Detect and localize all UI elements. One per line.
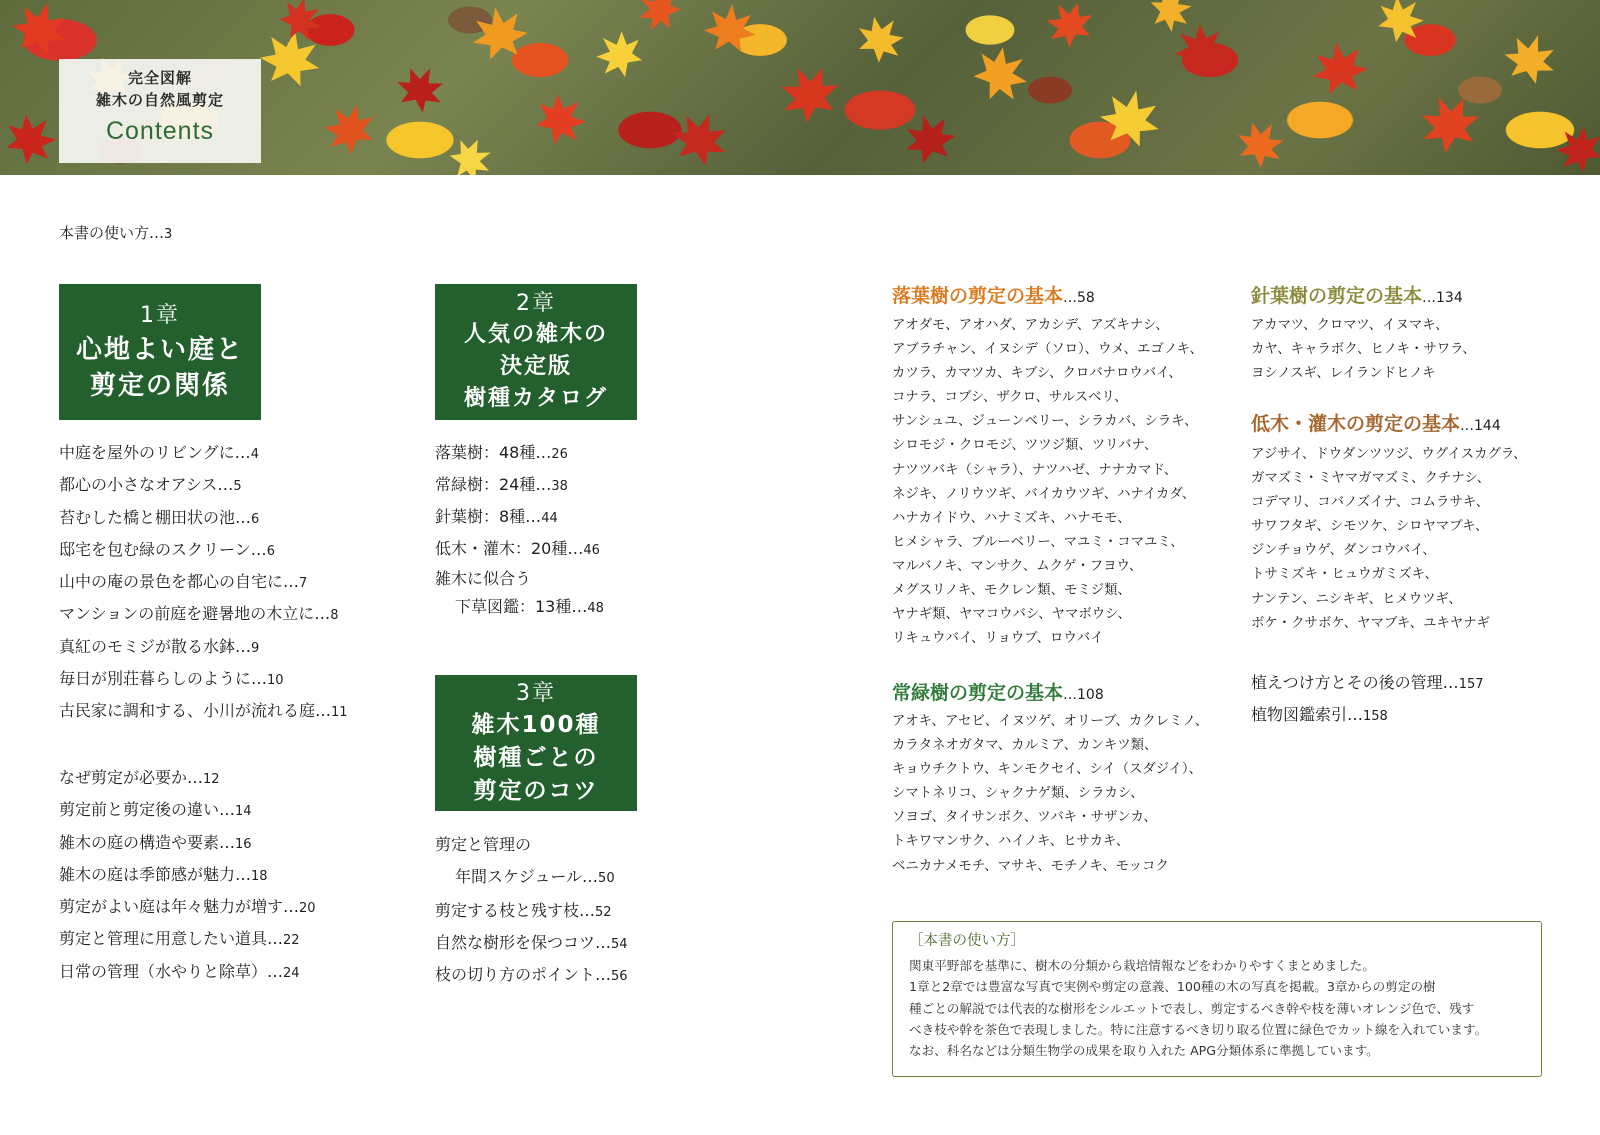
toc-entry-label: 真紅のモミジが散る水鉢… xyxy=(59,636,252,656)
species-line: ヤナギ類、ヤマコウバシ、ヤマボウシ、 xyxy=(892,607,1131,623)
conifer-title: 針葉樹の剪定の基本 xyxy=(1251,285,1423,307)
chapter-3-title-line1: 雑木100種 xyxy=(471,711,601,738)
toc-entry-label: 都心の小さなオアシス… xyxy=(59,475,234,495)
toc-entry-label: 剪定がよい庭は年々魅力が増す… xyxy=(59,897,300,917)
toc-entry[interactable] xyxy=(59,534,348,566)
toc-entry-page: 9 xyxy=(251,640,260,656)
toc-entry[interactable] xyxy=(59,923,316,955)
chapter-1-list-b xyxy=(59,762,316,988)
toc-entry-label-line2 xyxy=(435,593,604,623)
chapter-2-list xyxy=(435,437,604,623)
toc-entry[interactable] xyxy=(435,533,604,565)
evergreen-page: 108 xyxy=(1077,687,1104,703)
toc-entry-label: 毎日が別荘暮らしのように… xyxy=(59,669,268,689)
intro-entry[interactable] xyxy=(59,222,172,243)
toc-entry-label: 剪定前と剪定後の違い… xyxy=(59,800,236,820)
species-line: トサミズキ・ヒュウガミズキ、 xyxy=(1251,567,1438,583)
toc-entry-label: 自然な樹形を保つコツ… xyxy=(435,933,612,952)
toc-entry-page: 8 xyxy=(330,608,339,624)
chapter-1-list-a xyxy=(59,437,348,728)
deciduous-separator: … xyxy=(1063,290,1078,306)
toc-entry-label: 剪定と管理に用意したい道具… xyxy=(59,929,284,949)
chapter-3-box[interactable] xyxy=(435,675,637,811)
species-line: メグスリノキ、モクレン類、モミジ類、 xyxy=(892,583,1131,599)
toc-entry-label: マンションの前庭を避暑地の木立に… xyxy=(59,604,331,624)
toc-entry[interactable] xyxy=(59,566,348,598)
chapter-3-title-line2: 樹種ごとの xyxy=(473,744,599,771)
toc-entry-page: 26 xyxy=(551,447,568,462)
toc-entry-label: 常緑樹：24種… xyxy=(435,475,552,494)
toc-entry[interactable] xyxy=(59,631,348,663)
toc-entry-label: 落葉樹：48種… xyxy=(435,443,552,462)
intro-label: 本書の使い方… xyxy=(59,224,165,242)
intro-page: 3 xyxy=(164,227,173,242)
deciduous-title: 落葉樹の剪定の基本 xyxy=(892,285,1064,307)
toc-entry[interactable] xyxy=(59,762,316,794)
toc-entry-label: 剪定する枝と残す枝… xyxy=(435,901,596,920)
toc-entry-label: なぜ剪定が必要か… xyxy=(59,768,204,787)
toc-entry-multiline[interactable] xyxy=(435,829,628,895)
toc-entry-label: 古民家に調和する、小川が流れる庭… xyxy=(59,701,332,721)
note-line: べき枝や幹を茶色で表現しました。特に注意するべき切り取る位置に緑色でカット線を入れています。 xyxy=(909,1021,1488,1037)
note-line: 種ごとの解説では代表的な樹形をシルエットで表し、剪定するべき幹や枝を薄いオレンジ色で、残す xyxy=(909,1000,1475,1016)
toc-entry-page: 16 xyxy=(235,836,252,852)
deciduous-section-heading[interactable] xyxy=(892,281,1095,308)
contents-heading: Contents xyxy=(105,117,215,145)
toc-entry-page: 50 xyxy=(598,871,615,886)
toc-entry[interactable] xyxy=(59,598,348,630)
toc-entry-label: 年間スケジュール… xyxy=(455,867,599,886)
species-line: トキワマンサク、ハイノキ、ヒサカキ、 xyxy=(892,834,1130,850)
toc-entry-page: 6 xyxy=(266,543,275,559)
toc-entry-page: 54 xyxy=(611,937,628,952)
note-body xyxy=(909,955,1525,1061)
chapter-3-number: 3章 xyxy=(516,680,556,706)
shrub-page: 144 xyxy=(1474,418,1501,434)
how-to-use-note xyxy=(892,921,1542,1077)
toc-entry-label-line2 xyxy=(435,861,628,895)
species-line: カラタネオガタマ、カルミア、カンキツ類、 xyxy=(892,738,1158,754)
toc-entry[interactable] xyxy=(435,895,628,927)
chapter-2-title-line2: 決定版 xyxy=(499,354,572,379)
toc-entry-page: 24 xyxy=(283,965,300,981)
toc-entry-page: 7 xyxy=(299,576,308,592)
chapter-3-title-line3: 剪定のコツ xyxy=(473,777,599,804)
species-line: シマトネリコ、シャクナゲ類、シラカシ、 xyxy=(892,786,1144,802)
shrub-separator: … xyxy=(1460,418,1475,434)
toc-entry[interactable] xyxy=(59,695,348,727)
species-line: アジサイ、ドウダンツツジ、ウグイスカグラ、 xyxy=(1251,447,1527,462)
species-line: カヤ、キャラボク、ヒノキ・サワラ、 xyxy=(1251,342,1476,358)
toc-entry-page: 4 xyxy=(250,447,259,462)
chapter-1-box[interactable] xyxy=(59,284,261,420)
species-line: サワフタギ、シモツケ、シロヤマブキ、 xyxy=(1251,519,1489,535)
toc-entry-multiline[interactable] xyxy=(435,565,604,623)
conifer-section-heading[interactable] xyxy=(1251,281,1463,308)
toc-entry-page: 46 xyxy=(583,543,600,558)
toc-entry[interactable] xyxy=(1251,667,1484,699)
species-line: コデマリ、コバノズイナ、コムラサキ、 xyxy=(1251,495,1490,511)
species-line: キョウチクトウ、キンモクセイ、シイ（スダジイ）、 xyxy=(892,762,1202,778)
toc-entry-page: 158 xyxy=(1363,709,1388,724)
toc-entry[interactable] xyxy=(435,501,604,533)
toc-entry-label: 雑木の庭の構造や要素… xyxy=(59,832,236,852)
book-title-line2: 雑木の自然風剪定 xyxy=(95,91,224,109)
extras-list xyxy=(1251,667,1484,731)
evergreen-title: 常緑樹の剪定の基本 xyxy=(892,682,1064,704)
chapter-3-list xyxy=(435,829,628,991)
conifer-separator: … xyxy=(1422,290,1437,306)
toc-entry-label-line1: 剪定と管理の xyxy=(435,835,532,854)
toc-entry-label: 植えつけ方とその後の管理… xyxy=(1251,673,1459,692)
toc-entry[interactable] xyxy=(59,437,348,469)
species-line: ネジキ、ノリウツギ、バイカウツギ、ハナイカダ、 xyxy=(892,486,1196,502)
shrub-section-heading[interactable] xyxy=(1251,409,1501,436)
conifer-species-list xyxy=(1251,314,1476,386)
note-line: 関東平野部を基準に、樹木の分類から栽培情報などをわかりやすくまとめました。 xyxy=(909,958,1375,973)
species-line: アカマツ、クロマツ、イヌマキ、 xyxy=(1251,318,1449,333)
toc-entry-page: 12 xyxy=(203,772,220,787)
toc-entry-label: 下草図鑑：13種… xyxy=(455,597,588,616)
conifer-page: 134 xyxy=(1436,290,1463,306)
toc-entry-label: 中庭を屋外のリビングに… xyxy=(59,443,251,462)
shrub-title: 低木・灌木の剪定の基本 xyxy=(1251,413,1461,435)
toc-entry[interactable] xyxy=(59,469,348,501)
toc-entry[interactable] xyxy=(59,956,316,988)
evergreen-section-heading[interactable] xyxy=(892,678,1104,705)
toc-entry-page: 52 xyxy=(595,905,612,920)
toc-entry[interactable] xyxy=(59,663,348,695)
book-title-line1: 完全図解 xyxy=(127,69,192,87)
toc-entry-page: 22 xyxy=(283,933,300,949)
species-line: ヒメシャラ、ブルーベリー、マユミ・コマユミ、 xyxy=(892,534,1184,550)
toc-entry[interactable] xyxy=(59,502,348,534)
species-line: ナンテン、ニシキギ、ヒメウツギ、 xyxy=(1251,591,1462,607)
toc-entry[interactable] xyxy=(59,859,316,891)
toc-entry-page: 6 xyxy=(251,511,260,527)
species-line: アオダモ、アオハダ、アカシデ、アズキナシ、 xyxy=(892,318,1169,333)
toc-entry-page: 48 xyxy=(587,601,604,616)
toc-entry-label: 植物図鑑索引… xyxy=(1251,705,1364,724)
species-line: ジンチョウゲ、ダンコウバイ、 xyxy=(1251,543,1436,559)
species-line: ガマズミ・ミヤマガマズミ、クチナシ、 xyxy=(1251,471,1491,487)
species-line: ベニカナメモチ、マサキ、モチノキ、モッコク xyxy=(892,858,1169,874)
toc-entry[interactable] xyxy=(59,891,316,923)
toc-entry-page: 10 xyxy=(267,673,284,689)
species-line: マルバノキ、マンサク、ムクゲ・フヨウ、 xyxy=(892,558,1143,574)
shrub-species-list xyxy=(1251,443,1527,636)
toc-entry-page: 11 xyxy=(331,705,348,721)
species-line: アオキ、アセビ、イヌツゲ、オリーブ、カクレミノ、 xyxy=(892,714,1209,729)
toc-entry-page: 5 xyxy=(233,479,242,495)
toc-entry-page: 20 xyxy=(299,901,316,917)
toc-entry[interactable] xyxy=(1251,699,1484,731)
toc-entry-label: 雑木の庭は季節感が魅力… xyxy=(59,864,252,884)
species-line: ソヨゴ、タイサンボク、ツバキ・サザンカ、 xyxy=(892,810,1157,826)
evergreen-species-list xyxy=(892,710,1208,879)
deciduous-species-list xyxy=(892,314,1203,651)
species-line: ボケ・クサボケ、ヤマブキ、ユキヤナギ xyxy=(1251,615,1491,631)
species-line: アブラチャン、イヌシデ（ソロ）、ウメ、エゴノキ、 xyxy=(892,342,1203,358)
note-line: なお、科名などは分類生物学の成果を取り入れた APG分類体系に準拠しています。 xyxy=(909,1043,1379,1059)
autumn-leaves-photo xyxy=(0,0,1600,175)
toc-entry[interactable] xyxy=(435,959,628,991)
chapter-1-title-line1: 心地よい庭と xyxy=(75,335,244,365)
book-title-box xyxy=(59,59,261,163)
toc-entry-label-line1: 雑木に似合う xyxy=(435,569,532,588)
deciduous-page: 58 xyxy=(1077,290,1095,306)
toc-entry[interactable] xyxy=(59,827,316,859)
toc-entry-label: 山中の庵の景色を都心の自宅に… xyxy=(59,572,300,592)
species-line: コナラ、コブシ、ザクロ、サルスベリ、 xyxy=(892,390,1128,406)
note-line: 1章と2章では豊富な写真で実例や剪定の意義、100種の木の写真を掲載。3章からの剪定の樹 xyxy=(909,979,1436,995)
species-line: ナツツバキ（シャラ）、ナツハゼ、ナナカマド、 xyxy=(892,462,1178,478)
toc-entry[interactable] xyxy=(435,927,628,959)
toc-entry-label: 低木・灌木：20種… xyxy=(435,539,584,558)
note-title: ［本書の使い方］ xyxy=(909,933,1025,949)
toc-entry-page: 14 xyxy=(235,804,252,820)
chapter-1-title-line2: 剪定の関係 xyxy=(89,371,230,401)
toc-entry[interactable] xyxy=(435,469,604,501)
toc-entry-label: 日常の管理（水やりと除草）… xyxy=(59,961,284,981)
chapter-2-title-line1: 人気の雑木の xyxy=(463,322,608,347)
toc-entry-label: 針葉樹：8種… xyxy=(435,507,542,526)
chapter-2-title-line3: 樹種カタログ xyxy=(463,386,608,411)
chapter-1-number: 1章 xyxy=(140,303,180,328)
chapter-2-box[interactable] xyxy=(435,284,637,420)
toc-entry-page: 38 xyxy=(551,479,568,494)
species-line: サンシュユ、ジューンベリー、シラカバ、シラキ、 xyxy=(892,414,1198,430)
species-line: ハナカイドウ、ハナミズキ、ハナモモ、 xyxy=(892,510,1131,526)
toc-entry-page: 18 xyxy=(251,868,268,884)
toc-entry[interactable] xyxy=(435,437,604,469)
species-line: リキュウバイ、リョウブ、ロウバイ xyxy=(892,631,1104,647)
toc-entry-label: 苔むした橋と棚田状の池… xyxy=(59,507,252,527)
toc-entry[interactable] xyxy=(59,794,316,826)
chapter-2-number: 2章 xyxy=(516,291,556,316)
toc-entry-label: 枝の切り方のポイント… xyxy=(435,965,612,984)
evergreen-separator: … xyxy=(1063,687,1078,703)
toc-entry-page: 56 xyxy=(611,969,628,984)
toc-entry-label: 邸宅を包む緑のスクリーン… xyxy=(59,539,267,559)
toc-entry-page: 157 xyxy=(1458,677,1484,692)
toc-entry-page: 44 xyxy=(541,511,558,526)
species-line: シロモジ・クロモジ、ツツジ類、ツリバナ、 xyxy=(892,438,1158,454)
species-line: ヨシノスギ、レイランドヒノキ xyxy=(1251,366,1436,382)
species-line: カツラ、カマツカ、キブシ、クロバナロウバイ、 xyxy=(892,366,1182,382)
